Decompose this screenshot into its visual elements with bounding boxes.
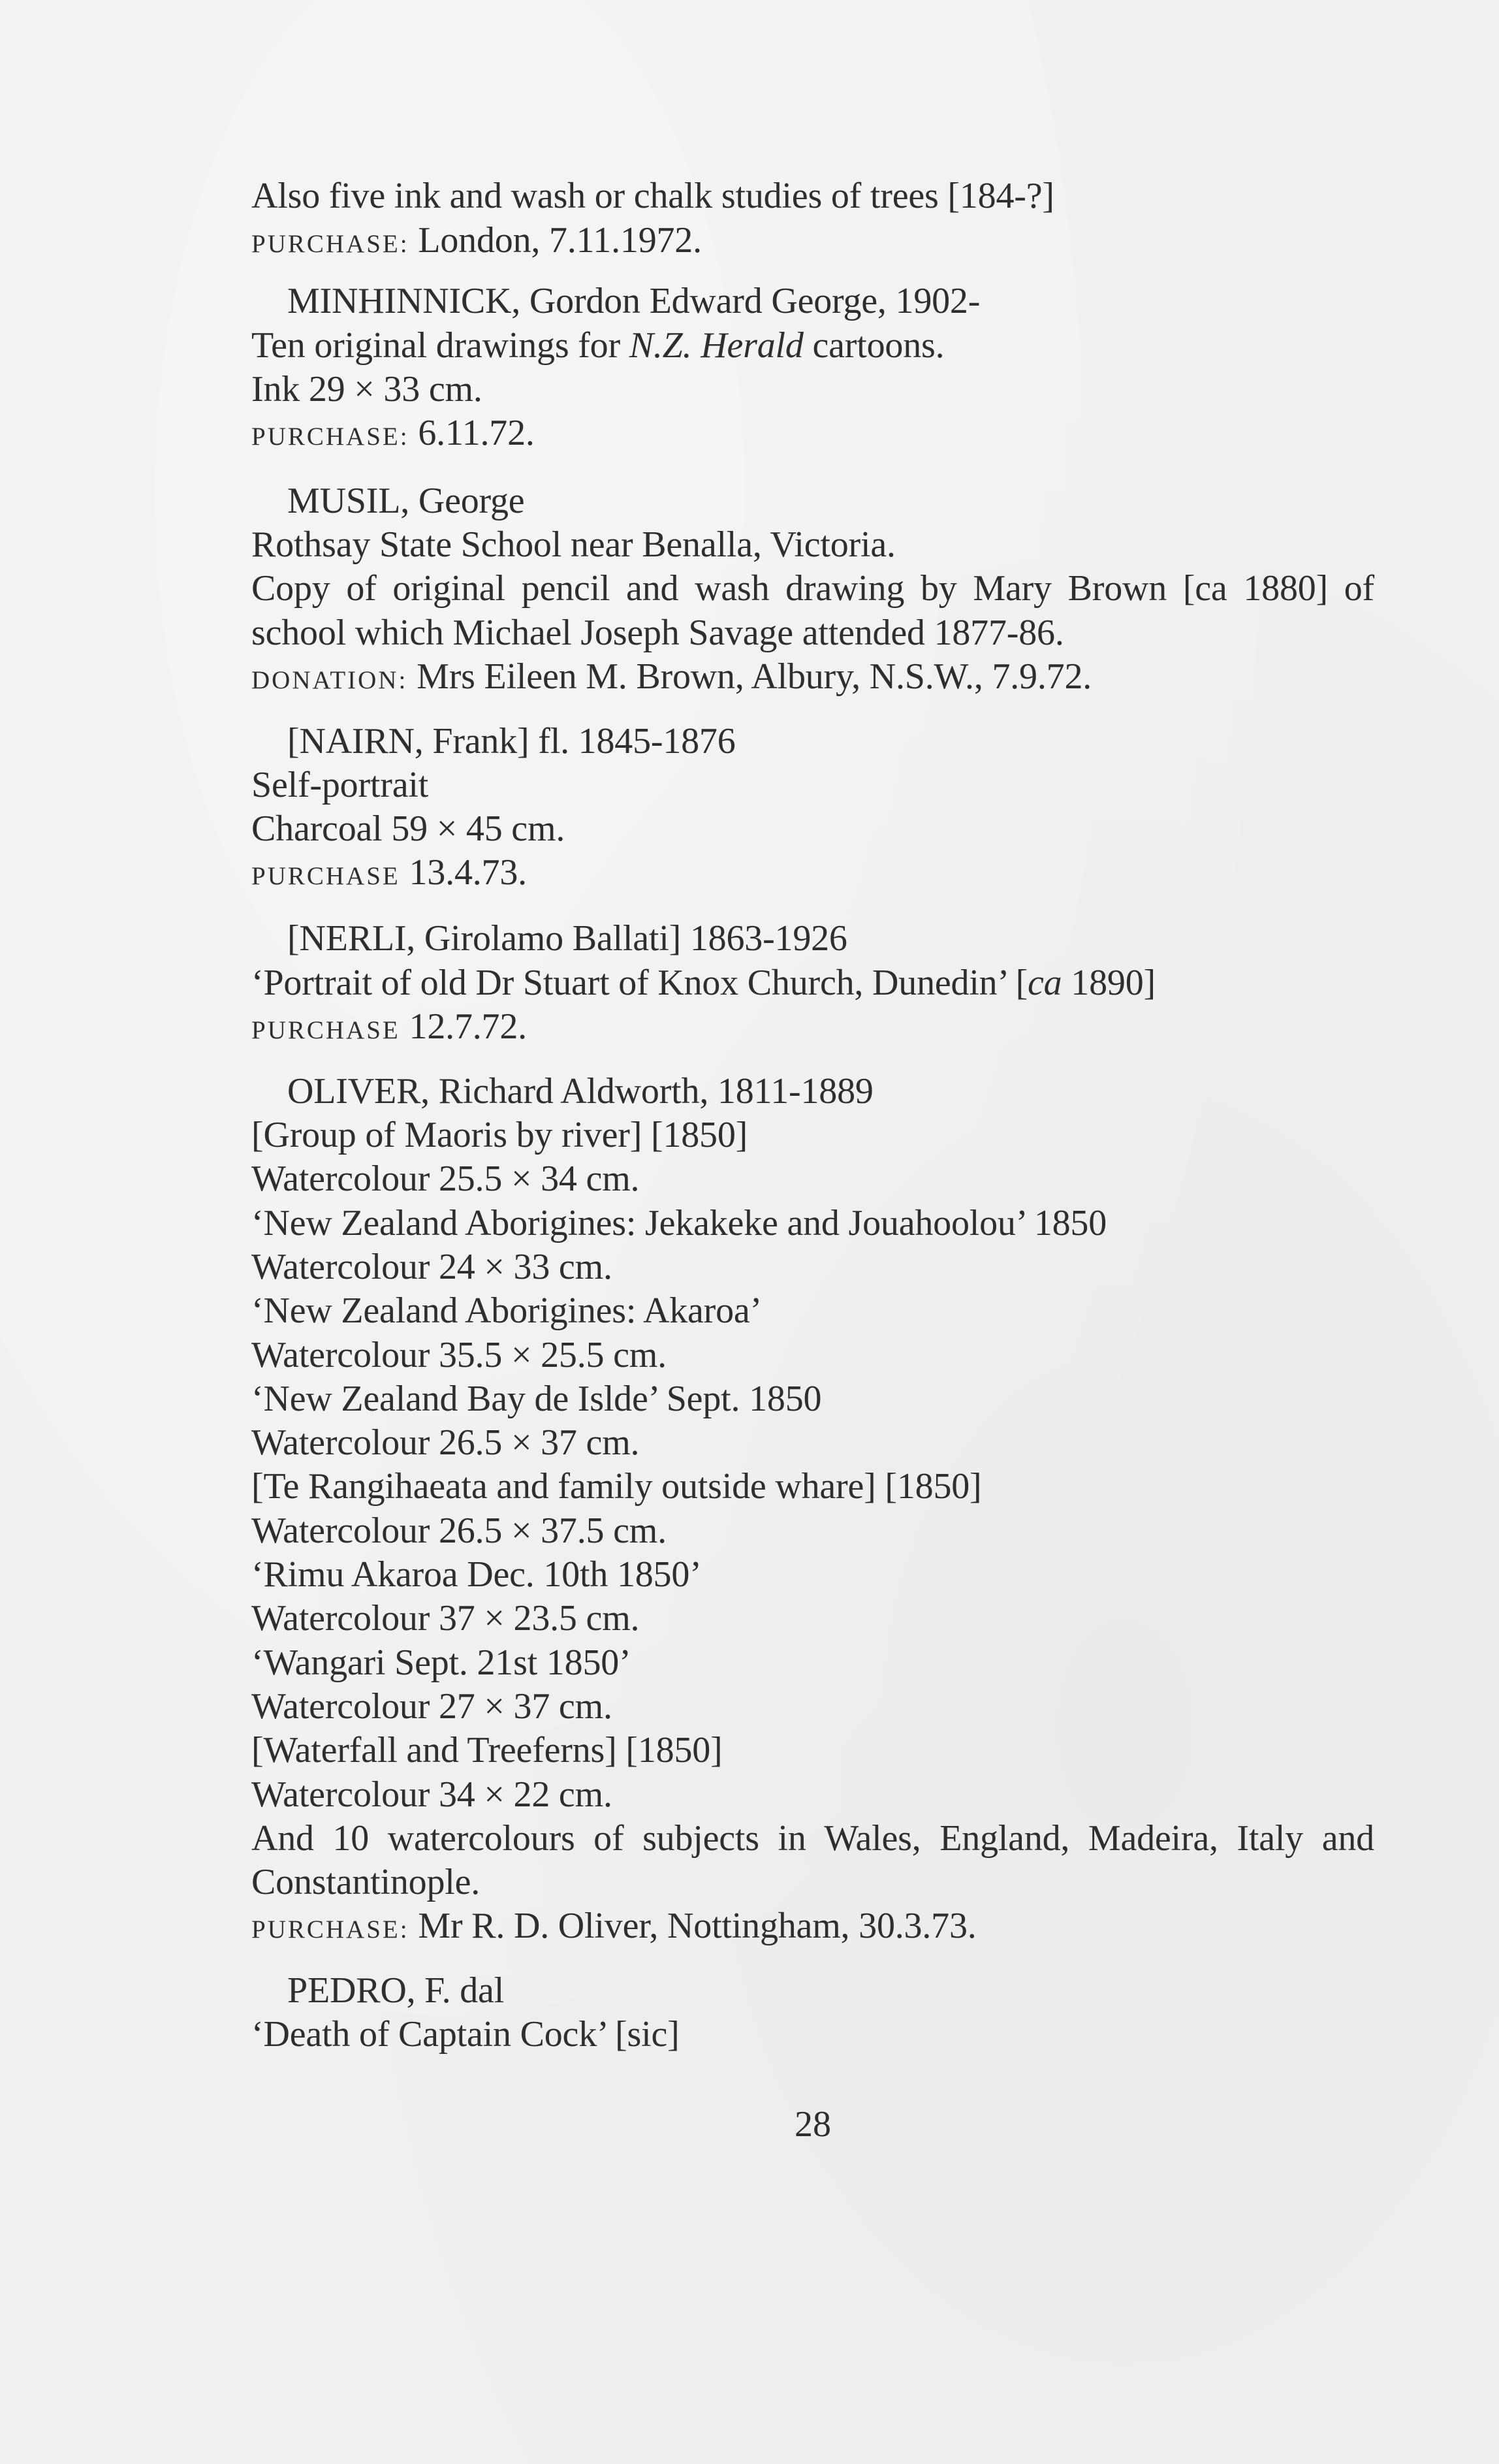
medium-dimensions: Watercolour 25.5 × 34 cm. <box>251 1159 640 1199</box>
work-note <box>251 1817 1374 1861</box>
work-medium <box>251 1685 612 1729</box>
work-title <box>251 1113 748 1157</box>
work-title <box>251 1553 702 1597</box>
acquisition-line <box>251 851 527 895</box>
acquisition-value: Mrs Eileen M. Brown, Albury, N.S.W., 7.9.72. <box>417 656 1092 697</box>
note-text: And 10 watercolours of subjects in Wales, England, Madeira, Italy and <box>251 1818 1374 1859</box>
title-text: Rothsay State School near Benalla, Victoria. <box>251 524 896 565</box>
artist-heading <box>287 479 524 523</box>
work-title <box>251 961 1156 1005</box>
description-text: school which Michael Joseph Savage attended 1877-86. <box>251 613 1064 653</box>
title-text: ‘Rimu Akaroa Dec. 10th 1850’ <box>251 1554 702 1595</box>
title-text: [Waterfall and Treeferns] [1850] <box>251 1730 723 1770</box>
work-medium <box>251 1334 667 1377</box>
work-title <box>251 1465 982 1509</box>
acquisition-value: 13.4.73. <box>409 852 527 893</box>
work-title <box>251 324 944 368</box>
work-medium <box>251 368 482 411</box>
title-text: [Te Rangihaeata and family outside whare] [1850] <box>251 1466 982 1507</box>
acquisition-value: London, 7.11.1972. <box>418 220 702 261</box>
work-title <box>251 2013 680 2056</box>
medium-dimensions: Ink 29 × 33 cm. <box>251 369 482 409</box>
artist-heading <box>287 1070 874 1113</box>
artist-heading <box>287 720 736 763</box>
title-text: ‘Death of Captain Cock’ [sic] <box>251 2014 680 2055</box>
work-medium <box>251 1157 639 1201</box>
artist-name: OLIVER, Richard Aldworth, 1811-1889 <box>287 1071 874 1112</box>
page-number: 28 <box>795 2104 831 2145</box>
title-text: Self-portrait <box>251 765 429 805</box>
title-text: cartoons. <box>803 325 945 366</box>
title-text: [Group of Maoris by river] [1850] <box>251 1115 748 1155</box>
acquisition-line <box>251 219 702 263</box>
publication-title: N.Z. Herald <box>629 325 804 366</box>
work-title <box>251 1729 723 1772</box>
acquisition-label: PURCHASE: <box>251 1915 409 1944</box>
entry-continuation-text <box>251 174 1054 218</box>
acquisition-line <box>251 411 535 455</box>
medium-dimensions: Watercolour 37 × 23.5 cm. <box>251 1598 640 1639</box>
acquisition-line <box>251 655 1092 699</box>
title-text: Ten original drawings for <box>251 325 629 366</box>
medium-dimensions: Charcoal 59 × 45 cm. <box>251 808 565 849</box>
artist-heading <box>287 280 980 323</box>
acquisition-line <box>251 1904 977 1948</box>
title-text: ‘New Zealand Bay de Islde’ Sept. 1850 <box>251 1379 822 1419</box>
work-description <box>251 567 1374 611</box>
medium-dimensions: Watercolour 35.5 × 25.5 cm. <box>251 1335 667 1375</box>
title-text: ‘New Zealand Aborigines: Jekakeke and Jouahoolou’ 1850 <box>251 1203 1107 1243</box>
body-text: Also five ink and wash or chalk studies of trees [184-?] <box>251 176 1054 216</box>
work-medium <box>251 1245 612 1289</box>
artist-heading <box>287 1969 504 2013</box>
medium-dimensions: Watercolour 34 × 22 cm. <box>251 1774 612 1815</box>
artist-name: MUSIL, George <box>287 481 525 521</box>
work-title <box>251 1289 762 1333</box>
acquisition-label: DONATION: <box>251 666 408 694</box>
title-text: ‘New Zealand Aborigines: Akaroa’ <box>251 1290 763 1331</box>
work-note <box>251 1861 480 1904</box>
work-title <box>251 1202 1107 1245</box>
acquisition-label: PURCHASE: <box>251 230 409 258</box>
circa-abbrev: ca <box>1028 963 1062 1003</box>
artist-name: MINHINNICK, Gordon Edward George, 1902- <box>287 281 981 321</box>
description-text: Copy of original pencil and wash drawing by Mary Brown [ca 1880] of <box>251 568 1374 609</box>
acquisition-label: PURCHASE <box>251 862 400 890</box>
work-medium <box>251 1421 639 1465</box>
acquisition-value: 12.7.72. <box>409 1006 527 1047</box>
artist-heading <box>287 917 847 961</box>
acquisition-label: PURCHASE <box>251 1016 400 1044</box>
work-medium <box>251 807 565 851</box>
acquisition-value: Mr R. D. Oliver, Nottingham, 30.3.73. <box>418 1906 977 1946</box>
work-title <box>251 1641 631 1685</box>
medium-dimensions: Watercolour 26.5 × 37.5 cm. <box>251 1511 667 1551</box>
work-title <box>251 763 428 807</box>
acquisition-label: PURCHASE: <box>251 423 409 451</box>
acquisition-line <box>251 1005 527 1049</box>
title-text: 1890] <box>1062 963 1156 1003</box>
artist-name: [NAIRN, Frank] fl. 1845-1876 <box>287 721 736 761</box>
acquisition-value: 6.11.72. <box>418 413 535 453</box>
work-title <box>251 1377 821 1421</box>
title-text: ‘Wangari Sept. 21st 1850’ <box>251 1642 631 1683</box>
artist-name: PEDRO, F. dal <box>287 1970 505 2011</box>
work-medium <box>251 1509 667 1553</box>
artist-name: [NERLI, Girolamo Ballati] 1863-1926 <box>287 918 847 959</box>
title-text: ‘Portrait of old Dr Stuart of Knox Church, Dunedin’ [ <box>251 963 1028 1003</box>
medium-dimensions: Watercolour 27 × 37 cm. <box>251 1686 612 1727</box>
work-medium <box>251 1773 612 1817</box>
work-title <box>251 523 896 567</box>
work-description <box>251 611 1064 655</box>
work-medium <box>251 1597 639 1640</box>
medium-dimensions: Watercolour 26.5 × 37 cm. <box>251 1422 640 1463</box>
note-text: Constantinople. <box>251 1862 481 1902</box>
medium-dimensions: Watercolour 24 × 33 cm. <box>251 1247 612 1287</box>
